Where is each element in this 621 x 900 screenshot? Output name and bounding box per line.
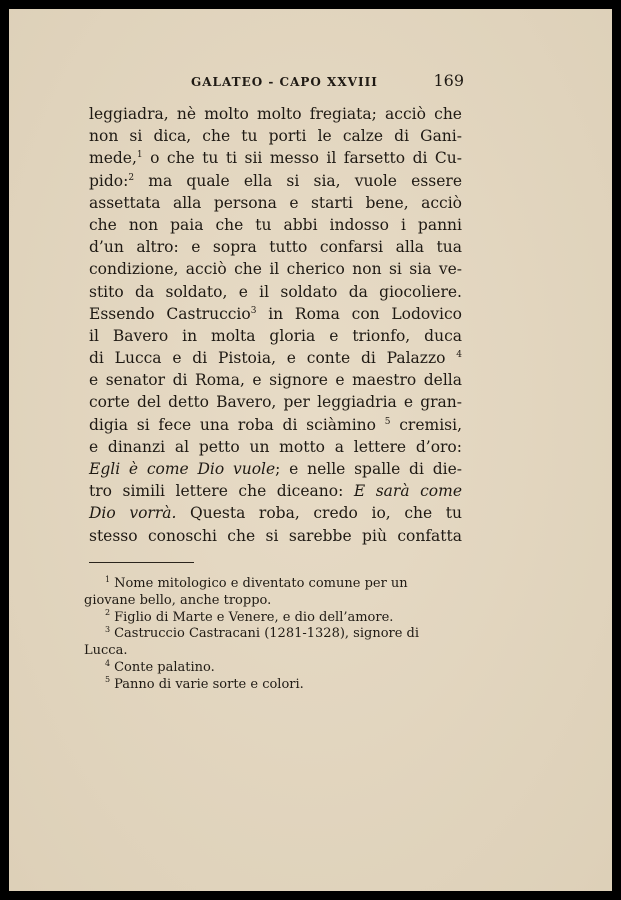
footnote: $^5$ Panno di varie sorte e colori. [105, 675, 304, 692]
text-line: e dinanzi al petto un motto a lettere d’oro: [89, 437, 462, 456]
text-line: che non paia che tu abbi indosso i panni [89, 215, 462, 234]
page-header [89, 71, 464, 97]
italic-motto: Egli è come Dio vuole [89, 460, 276, 478]
text-line: condizione, acciò che il cherico non si sia ve- [89, 260, 462, 279]
footnote: $^1$ Nome mitologico e diventato comune per un [105, 574, 408, 591]
text-line: e senator di Roma, e signore e maestro della [89, 371, 462, 390]
footnotes [84, 576, 459, 694]
italic-motto: Dio vorrà. [89, 504, 177, 523]
text-line: mede,$^1$ o che tu ti sii messo il farsetto di Cu- [89, 149, 462, 168]
body-text [89, 103, 462, 547]
footnote-ref: 3 [250, 305, 257, 316]
italic-motto: E sarà come [353, 482, 462, 501]
text-line: Egli è come Dio vuole; e nelle spalle di die- [89, 460, 462, 478]
text-line: d’un altro: e sopra tutto confarsi alla tua [89, 238, 462, 257]
text-line: leggiadra, nè molto molto fregiata; acciò che [89, 105, 462, 123]
text-line: tro simili lettere che diceano: E sarà come [89, 482, 462, 501]
footnote-ref: 4 [456, 349, 462, 360]
text-line: Dio vorrà. Questa roba, credo io, che tu [89, 504, 462, 523]
text-line: di Lucca e di Pistoia, e conte di Palazzo $^4$ [89, 349, 462, 368]
text-line: corte del detto Bavero, per leggiadria e gran- [89, 393, 462, 412]
footnote-divider [89, 562, 194, 563]
footnote-ref: 5 [384, 416, 391, 427]
text-line: assettata alla persona e starti bene, acciò [89, 193, 462, 212]
book-page [9, 9, 612, 891]
text-line: non si dica, che tu porti le calze di Gani- [89, 127, 462, 146]
text-line: pido:$^2$ ma quale ella si sia, vuole essere [89, 171, 462, 190]
footnote-ref: 1 [136, 150, 143, 161]
footnote: $^2$ Figlio di Marte e Venere, e dio dell’amore. [105, 608, 394, 625]
footnote-ref: 2 [128, 172, 135, 183]
footnote: $^3$ Castruccio Castracani (1281-1328), signore di [105, 625, 420, 642]
text-line: il Bavero in molta gloria e trionfo, duca [89, 326, 462, 345]
footnote: $^4$ Conte palatino. [105, 658, 215, 675]
text-line: stito da soldato, e il soldato da giocoliere. [89, 282, 462, 301]
footnote-continuation: Lucca. [84, 643, 128, 659]
text-line: Essendo Castruccio$^3$ in Roma con Lodovico [89, 304, 462, 323]
text-line: digia si fece una roba di sciàmino $^5$ cremisi, [89, 415, 463, 434]
page-number: 169 [433, 71, 464, 90]
running-title: GALATEO - CAPO XXVIII [191, 75, 378, 89]
footnote-continuation: giovane bello, anche troppo. [84, 592, 272, 608]
text-line: stesso conoschi che si sarebbe più confatta [89, 526, 462, 545]
